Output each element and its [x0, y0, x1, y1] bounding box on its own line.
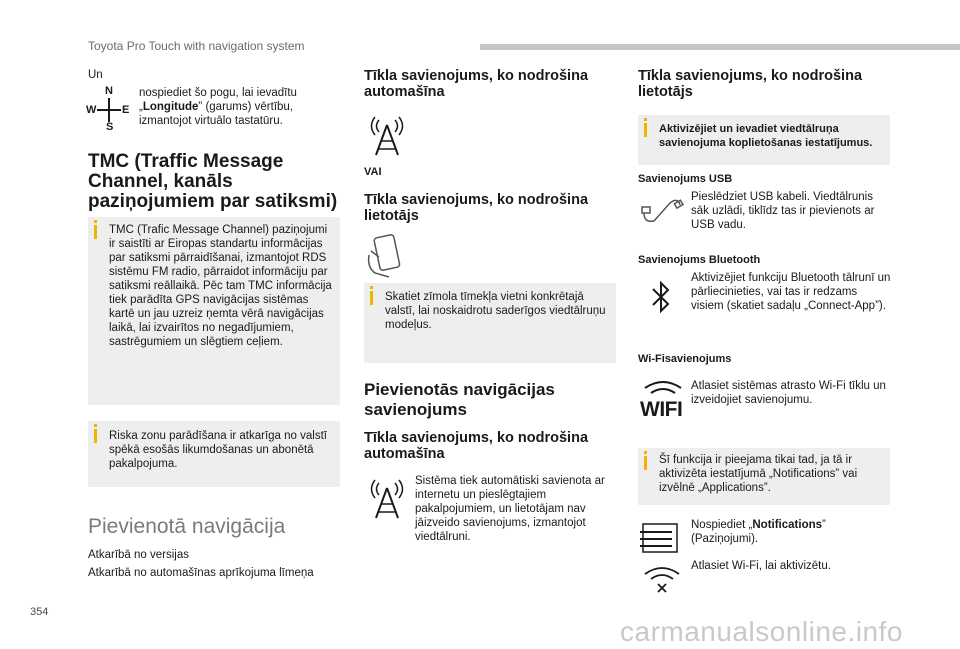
activate-info-text: Aktivizējiet un ievadiet viedtālruņa savienojuma koplietošanas iestatījumus.	[659, 123, 873, 149]
bluetooth-text: Aktivizējiet funkciju Bluetooth tālrunī un pārliecinieties, vai tas ir redzams visiem (skatiet sadaļu „Connect-App”).	[691, 272, 891, 312]
wifi-text: Atlasiet sistēmas atrasto Wi-Fi tīklu un izveidojiet savienojumu.	[691, 380, 886, 406]
vehicle-connection-heading-2: Tīkla savienojums, ko nodrošina automašīna	[364, 430, 589, 462]
user-connection-heading: Tīkla savienojums, ko nodrošina lietotājs	[364, 192, 589, 224]
smartphone-icon	[365, 233, 407, 279]
risk-info-text: Riska zonu parādīšana ir atkarīga no valstī spēkā esošās likumdošanas un abonētā pakalpojuma.	[109, 430, 327, 470]
info-icon	[644, 123, 647, 137]
vehicle-connection-heading: Tīkla savienojums, ko nodrošina automašīna	[364, 68, 589, 100]
usb-text: Pieslēdziet USB kabeli. Viedtālrunis sāk uzlādi, tiklīdz tas ir pievienots ar USB vadu.	[691, 191, 875, 231]
info-icon	[644, 456, 647, 470]
antenna-icon	[368, 478, 406, 520]
usb-label: Savienojums USB	[638, 173, 733, 185]
tmc-heading: TMC (Traffic Message Channel, kanāls paziņojumiem par satiksmi)	[88, 151, 338, 212]
header-rule	[480, 44, 960, 50]
wifi-select-text: Atlasiet Wi-Fi, lai aktivizētu.	[691, 560, 831, 572]
compass-icon	[86, 85, 132, 135]
bluetooth-icon	[650, 280, 672, 314]
notifications-info-text: Šī funkcija ir pieejama tikai tad, ja tā ir aktivizēta iestatījumā „Notifications” vai izvēlnē „Applications”.	[659, 454, 858, 494]
bluetooth-label: Savienojums Bluetooth	[638, 254, 761, 266]
un-text: Un	[88, 69, 103, 81]
phone-info-box	[364, 283, 616, 363]
activate-info-box	[638, 115, 890, 165]
notifications-text: Nospiediet „Notifications” (Paziņojumi).	[691, 519, 826, 545]
phone-info-text: Skatiet zīmola tīmekļa vietni konkrētajā valstī, lai noskaidrotu saderīgos viedtālruņu modeļus.	[385, 291, 606, 331]
info-icon	[94, 225, 97, 239]
wifi-label: Wi-Fisavienojums	[638, 353, 732, 365]
compass-n: N	[105, 85, 113, 97]
user-connection-heading-col3: Tīkla savienojums, ko nodrošina lietotājs	[638, 68, 863, 100]
tmc-info-box	[88, 217, 340, 405]
compass-w: W	[86, 104, 97, 116]
notifications-list-icon	[640, 522, 680, 554]
page-number: 354	[30, 606, 49, 618]
connected-nav-connection-heading: Pievienotās navigācijas savienojums	[364, 380, 555, 419]
wifi-off-icon	[643, 566, 681, 594]
usb-cable-icon	[640, 193, 684, 227]
connected-navigation-heading: Pievienotā navigācija	[88, 515, 286, 538]
running-header: Toyota Pro Touch with navigation system	[88, 39, 305, 53]
risk-info-box	[88, 421, 340, 487]
equipment-text: Atkarībā no automašīnas aprīkojuma līmeņa	[88, 567, 314, 579]
notifications-info-box	[638, 448, 890, 505]
wifi-icon	[640, 380, 686, 422]
watermark: carmanualsonline.info	[620, 616, 903, 647]
antenna-icon	[368, 115, 406, 157]
compass-e: E	[122, 104, 130, 116]
or-text: VAI	[364, 166, 382, 178]
compass-s: S	[106, 121, 114, 133]
info-icon	[370, 291, 373, 305]
auto-connection-text: Sistēma tiek automātiski savienota ar internetu un pieslēgtajiem pakalpojumiem, un lietotājam nav jāizveido savienojums, izmantojot viedtālruni.	[415, 475, 605, 543]
tmc-info-text: TMC (Trafic Message Channel) paziņojumi ir saistīti ar Eiropas standartu informācijas par satiksmi pārraidīšanai, izmantojot RDS sistēmu FM radio, pārraidot informāciju par satiksmi reāllaikā. Pēc tam TMC informācija tiek parādīta GPS navigācijas sistēmas kartē un jau uzreiz ņemta vērā navigācijas laikā, lai izvairītos no negadījumiem, sastrēgumiem un slēgtiem ceļiem.	[109, 224, 332, 348]
wifi-icon-text: WIFI	[640, 398, 683, 421]
info-icon	[94, 429, 97, 443]
version-text: Atkarībā no versijas	[88, 549, 189, 561]
compass-description: nospiediet šo pogu, lai ievadītu „Longitude” (garums) vērtību, izmantojot virtuālo tastatūru.	[139, 87, 297, 127]
